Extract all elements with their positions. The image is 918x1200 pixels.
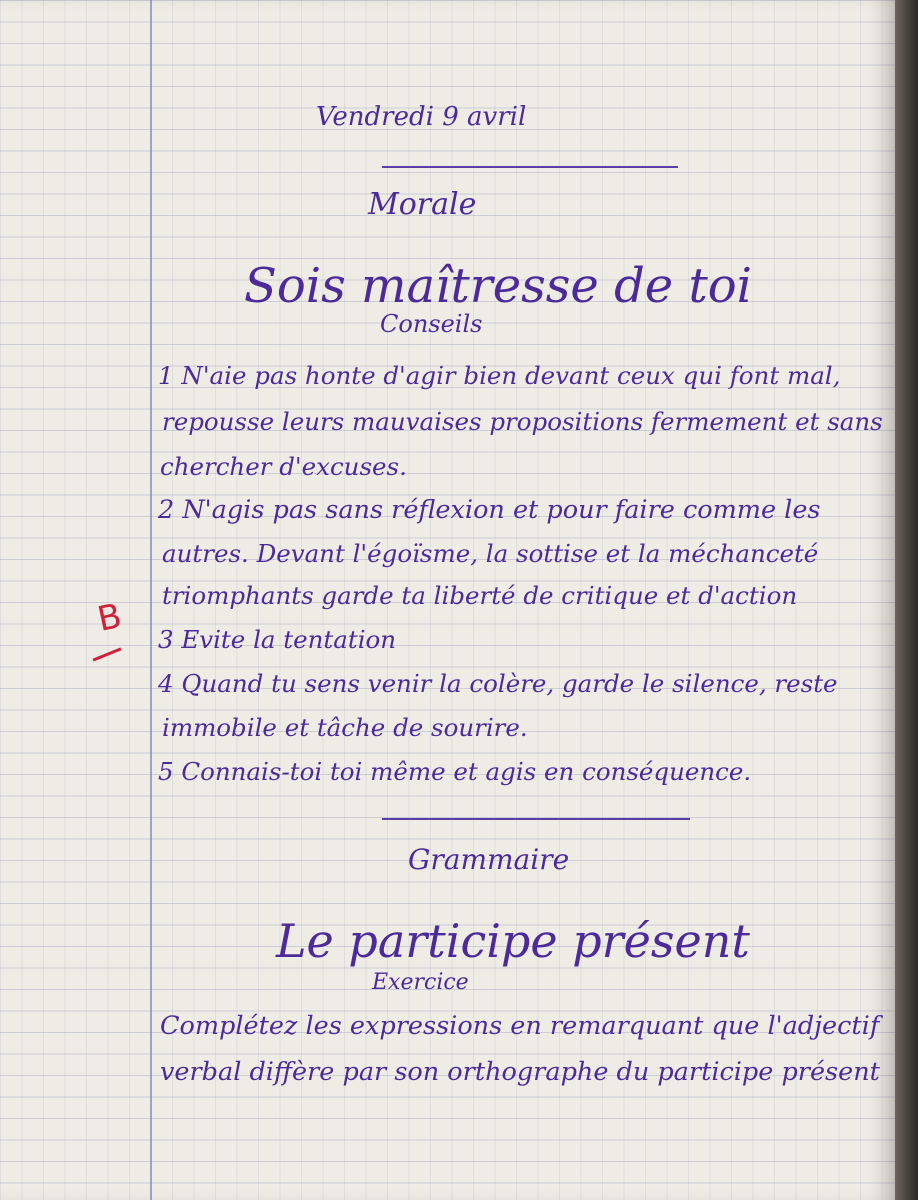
- section-subtitle-conseils: Conseils: [380, 310, 483, 338]
- section-subject-morale: Morale: [368, 187, 477, 222]
- morale-line-4: 2 N'agis pas sans réflexion et pour faire comme les: [158, 495, 821, 525]
- margin-line: [150, 0, 152, 1200]
- section-title-morale: Sois maîtresse de toi: [244, 258, 753, 314]
- section-subtitle-exercice: Exercice: [372, 970, 469, 995]
- date-heading: Vendredi 9 avril: [316, 102, 527, 132]
- morale-line-7: 3 Evite la tentation: [158, 625, 397, 654]
- grammaire-line-1: Complétez les expressions en remarquant que l'adjectif: [160, 1011, 880, 1041]
- teacher-grade-mark: [92, 598, 132, 678]
- notebook-spine: [895, 0, 918, 1200]
- morale-line-3: chercher d'excuses.: [160, 452, 407, 481]
- morale-line-1: 1 N'aie pas honte d'agir bien devant ceux qui font mal,: [158, 361, 841, 390]
- grade-letter: B: [94, 596, 126, 640]
- morale-line-8: 4 Quand tu sens venir la colère, garde le silence, reste: [158, 669, 838, 698]
- grade-underline: [93, 647, 122, 661]
- morale-line-5: autres. Devant l'égoïsme, la sottise et la méchanceté: [162, 539, 819, 568]
- divider-top: [382, 166, 678, 168]
- morale-line-9: immobile et tâche de sourire.: [162, 713, 528, 742]
- morale-line-2: repousse leurs mauvaises propositions fermement et sans: [162, 407, 883, 436]
- section-title-grammaire: Le participe présent: [276, 914, 750, 968]
- divider-middle: [382, 818, 690, 820]
- grammaire-line-2: verbal diffère par son orthographe du participe présent: [160, 1057, 880, 1087]
- section-subject-grammaire: Grammaire: [408, 843, 570, 876]
- morale-line-10: 5 Connais-toi toi même et agis en conséquence.: [158, 757, 752, 786]
- morale-line-6: triomphants garde ta liberté de critique et d'action: [162, 581, 798, 610]
